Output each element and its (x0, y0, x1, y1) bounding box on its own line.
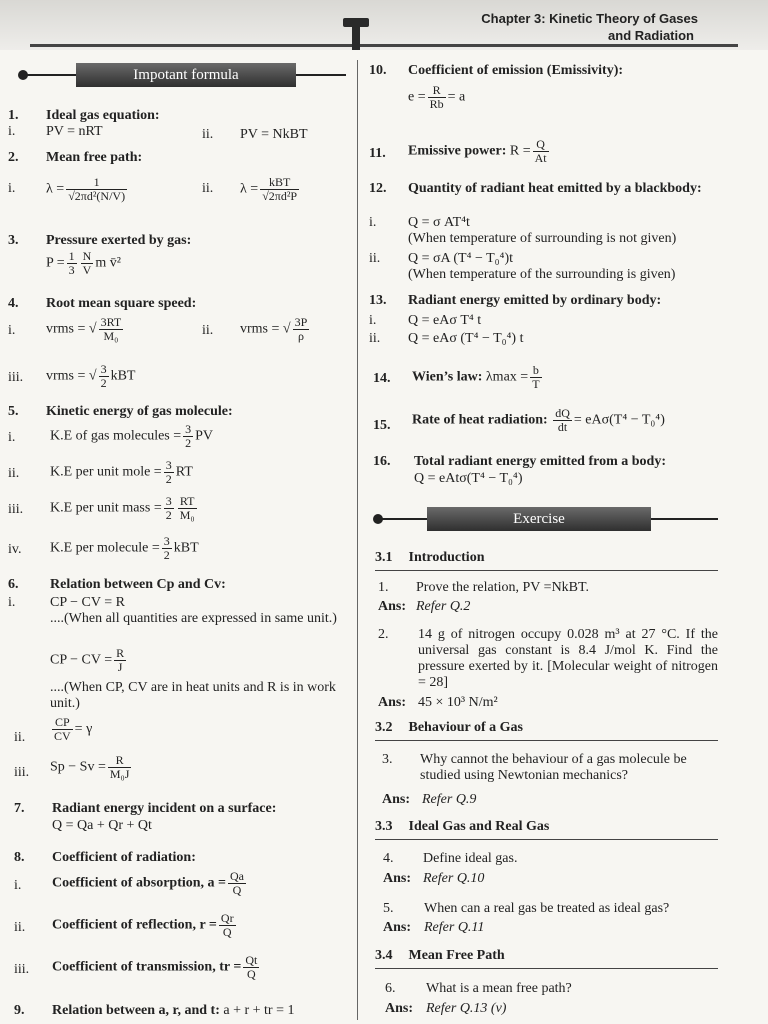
formula-2-title: Mean free path: (46, 150, 143, 165)
formula-2-i-equation: λ = $\frac{1}{\text{√2πd²(N/V)}}$ (46, 175, 126, 203)
formula-8-iii-equation: Coefficient of transmission, tr = $\frac{Qt}{Q}$ (52, 953, 258, 981)
column-divider (357, 60, 358, 1020)
formula-8-ii-equation: Coefficient of reflection, r = $\frac{Qr}{Q}$ (52, 911, 234, 939)
formula-6-i-equation2: CP − CV = $\frac{R}{J}$ (50, 646, 125, 674)
formula-2-ii-label: ii. (202, 181, 214, 196)
question-2-answer: 45 × 10³ N/m² (418, 695, 498, 710)
formula-5-ii-equation: K.E per unit mole = $\frac{3}{2}$ RT (50, 458, 193, 486)
formula-5-iv-label: iv. (8, 542, 22, 557)
formula-section-header (18, 63, 348, 87)
formula-8-i-label: i. (14, 878, 22, 893)
question-3-answer-label: Ans: (382, 792, 411, 807)
formula-6-iii-label: iii. (14, 765, 30, 780)
formula-9-number: 9. (14, 1003, 25, 1018)
formula-10-number: 10. (369, 63, 387, 78)
formula-5-ii-label: ii. (8, 466, 20, 481)
formula-6-iii-equation: Sp − Sv = $\frac{R}{\text{M₀J}}$ (50, 753, 130, 781)
question-5-text: When can a real gas be treated as ideal gas? (424, 901, 670, 916)
formula-10-title: Coefficient of emission (Emissivity): (408, 63, 624, 78)
question-1-answer: Refer Q.2 (416, 599, 471, 614)
formula-header-label: Impotant formula (76, 63, 296, 87)
formula-6-i-equation: CP − CV = R (50, 595, 125, 610)
formula-5-number: 5. (8, 404, 19, 419)
formula-1-number: 1. (8, 108, 19, 123)
formula-4-iii-equation: vrms = √ $\frac{3}{2}$ kBT (46, 362, 136, 390)
chapter-title-line2: and Radiation (608, 28, 694, 43)
section-3-4-heading: 3.4 Mean Free Path (375, 946, 718, 969)
formula-15-number: 15. (373, 418, 391, 433)
formula-6-ii-equation: $\frac{CP}{CV}$ = γ (54, 715, 93, 743)
question-3-answer: Refer Q.9 (422, 792, 477, 807)
section-3-2-heading: 3.2 Behaviour of a Gas (375, 718, 718, 741)
formula-16-number: 16. (373, 454, 391, 469)
formula-12-i-note: (When temperature of surrounding is not given) (408, 231, 677, 246)
formula-8-i-equation: Coefficient of absorption, a = $\frac{Qa}{Q}$ (52, 869, 245, 897)
question-2-number: 2. (378, 627, 389, 642)
formula-5-iv-equation: K.E per molecule = $\frac{3}{2}$ kBT (50, 534, 199, 562)
formula-12-ii-equation: Q = σA (T⁴ − T₀⁴)t (408, 251, 513, 266)
formula-8-number: 8. (14, 850, 25, 865)
formula-13-i-label: i. (369, 313, 377, 328)
formula-4-i-equation: vrms = √ $\frac{3RT}{\text{M₀}}$ (46, 315, 122, 343)
formula-5-title: Kinetic energy of gas molecule: (46, 404, 233, 419)
formula-7-title: Radiant energy incident on a surface: (52, 801, 277, 816)
question-1-text: Prove the relation, PV =NkBT. (416, 580, 590, 595)
formula-5-iii-equation: K.E per unit mass = $\frac{3}{2}$ $\frac{RT}{\text{M₀}}$ (50, 494, 195, 522)
question-3-number: 3. (382, 752, 393, 767)
formula-3-equation: P = $\frac{1}{3}$ $\frac{N}{V}$ m v̄² (46, 249, 121, 277)
formula-4-iii-label: iii. (8, 370, 24, 385)
formula-4-title: Root mean square speed: (46, 296, 197, 311)
question-6-answer-label: Ans: (385, 1001, 414, 1016)
question-5-answer: Refer Q.11 (424, 920, 485, 935)
formula-9-line: Relation between a, r, and t: a + r + tr = 1 (52, 1003, 295, 1018)
chapter-title (481, 10, 698, 44)
formula-11-number: 11. (369, 146, 386, 161)
question-4-answer-label: Ans: (383, 871, 412, 886)
formula-12-title: Quantity of radiant heat emitted by a blackbody: (408, 181, 702, 196)
binder-clip-icon (343, 18, 369, 50)
formula-1-ii-label: ii. (202, 127, 214, 142)
formula-3-number: 3. (8, 233, 19, 248)
exercise-header-label: Exercise (427, 507, 651, 531)
formula-2-ii-equation: λ = $\frac{\text{kBT}}{\text{√2πd²P}}$ (240, 175, 298, 203)
formula-13-number: 13. (369, 293, 387, 308)
formula-6-number: 6. (8, 577, 19, 592)
formula-4-i-label: i. (8, 323, 16, 338)
section-3-3-heading: 3.3 Ideal Gas and Real Gas (375, 817, 718, 840)
formula-1-i-equation: PV = nRT (46, 124, 103, 139)
question-5-number: 5. (383, 901, 394, 916)
formula-12-ii-note: (When temperature of the surrounding is given) (408, 267, 676, 282)
formula-12-i-label: i. (369, 215, 377, 230)
question-4-number: 4. (383, 851, 394, 866)
formula-6-i-note1: ....(When all quantities are expressed in same unit.) (50, 611, 337, 626)
question-5-answer-label: Ans: (383, 920, 412, 935)
formula-10-equation: e = $\frac{R}{Rb}$ = a (408, 83, 466, 111)
formula-4-number: 4. (8, 296, 19, 311)
formula-6-title: Relation between Cp and Cv: (50, 577, 226, 592)
formula-1-ii-equation: PV = NkBT (240, 127, 308, 142)
formula-12-i-equation: Q = σ AT⁴t (408, 215, 470, 230)
chapter-title-line1: Chapter 3: Kinetic Theory of Gases (481, 11, 698, 26)
formula-2-i-label: i. (8, 181, 16, 196)
formula-13-ii-label: ii. (369, 331, 381, 346)
question-6-answer: Refer Q.13 (v) (426, 1001, 507, 1016)
question-6-number: 6. (385, 981, 396, 996)
formula-11-line: Emissive power: R = $\frac{Q}{At}$ (408, 137, 547, 165)
formula-8-ii-label: ii. (14, 920, 26, 935)
formula-5-i-label: i. (8, 430, 16, 445)
formula-3-title: Pressure exerted by gas: (46, 233, 192, 248)
formula-12-number: 12. (369, 181, 387, 196)
question-3-text: Why cannot the behaviour of a gas molecule be studied using Newtonian mechanics? (420, 752, 687, 783)
question-2-answer-label: Ans: (378, 695, 407, 710)
formula-14-line: Wien’s law: λmax = $\frac{b}{T}$ (412, 363, 540, 391)
formula-13-ii-equation: Q = eAσ (T⁴ − T₀⁴) t (408, 331, 524, 346)
formula-5-i-equation: K.E of gas molecules = $\frac{3}{2}$ PV (50, 422, 214, 450)
formula-6-i-label: i. (8, 595, 16, 610)
formula-8-title: Coefficient of radiation: (52, 850, 196, 865)
exercise-section-header (373, 507, 718, 531)
question-1-number: 1. (378, 580, 389, 595)
formula-4-ii-label: ii. (202, 323, 214, 338)
formula-1-i-label: i. (8, 124, 16, 139)
formula-6-i-note2: ....(When CP, CV are in heat units and R is in work unit.) (50, 680, 336, 711)
formula-6-ii-label: ii. (14, 730, 26, 745)
formula-7-equation: Q = Qa + Qr + Qt (52, 818, 152, 833)
formula-13-title: Radiant energy emitted by ordinary body: (408, 293, 662, 308)
formula-1-title: Ideal gas equation: (46, 108, 160, 123)
formula-15-line: Rate of heat radiation: $\frac{dQ}{dt}$ = eAσ(T⁴ − T₀⁴) (412, 406, 665, 434)
header-rule (30, 44, 738, 47)
section-3-1-heading: 3.1 Introduction (375, 548, 718, 571)
formula-16-equation: Q = eAtσ(T⁴ − T₀⁴) (414, 471, 523, 486)
question-4-text: Define ideal gas. (423, 851, 518, 866)
question-6-text: What is a mean free path? (426, 981, 572, 996)
formula-7-number: 7. (14, 801, 25, 816)
formula-13-i-equation: Q = eAσ T⁴ t (408, 313, 482, 328)
formula-8-iii-label: iii. (14, 962, 30, 977)
question-1-answer-label: Ans: (378, 599, 407, 614)
formula-12-ii-label: ii. (369, 251, 381, 266)
question-4-answer: Refer Q.10 (423, 871, 485, 886)
formula-2-number: 2. (8, 150, 19, 165)
formula-4-ii-equation: vrms = √ $\frac{3P}{\rho}$ (240, 315, 308, 343)
formula-5-iii-label: iii. (8, 502, 24, 517)
formula-14-number: 14. (373, 371, 391, 386)
question-2-text: 14 g of nitrogen occupy 0.028 m³ at 27 °C. If the universal gas constant is 8.4 J/mol K. Find the pressure exerted by it. [Molecular weight of nitrogen = 28] (418, 627, 718, 690)
formula-16-title: Total radiant energy emitted from a body: (414, 454, 666, 469)
